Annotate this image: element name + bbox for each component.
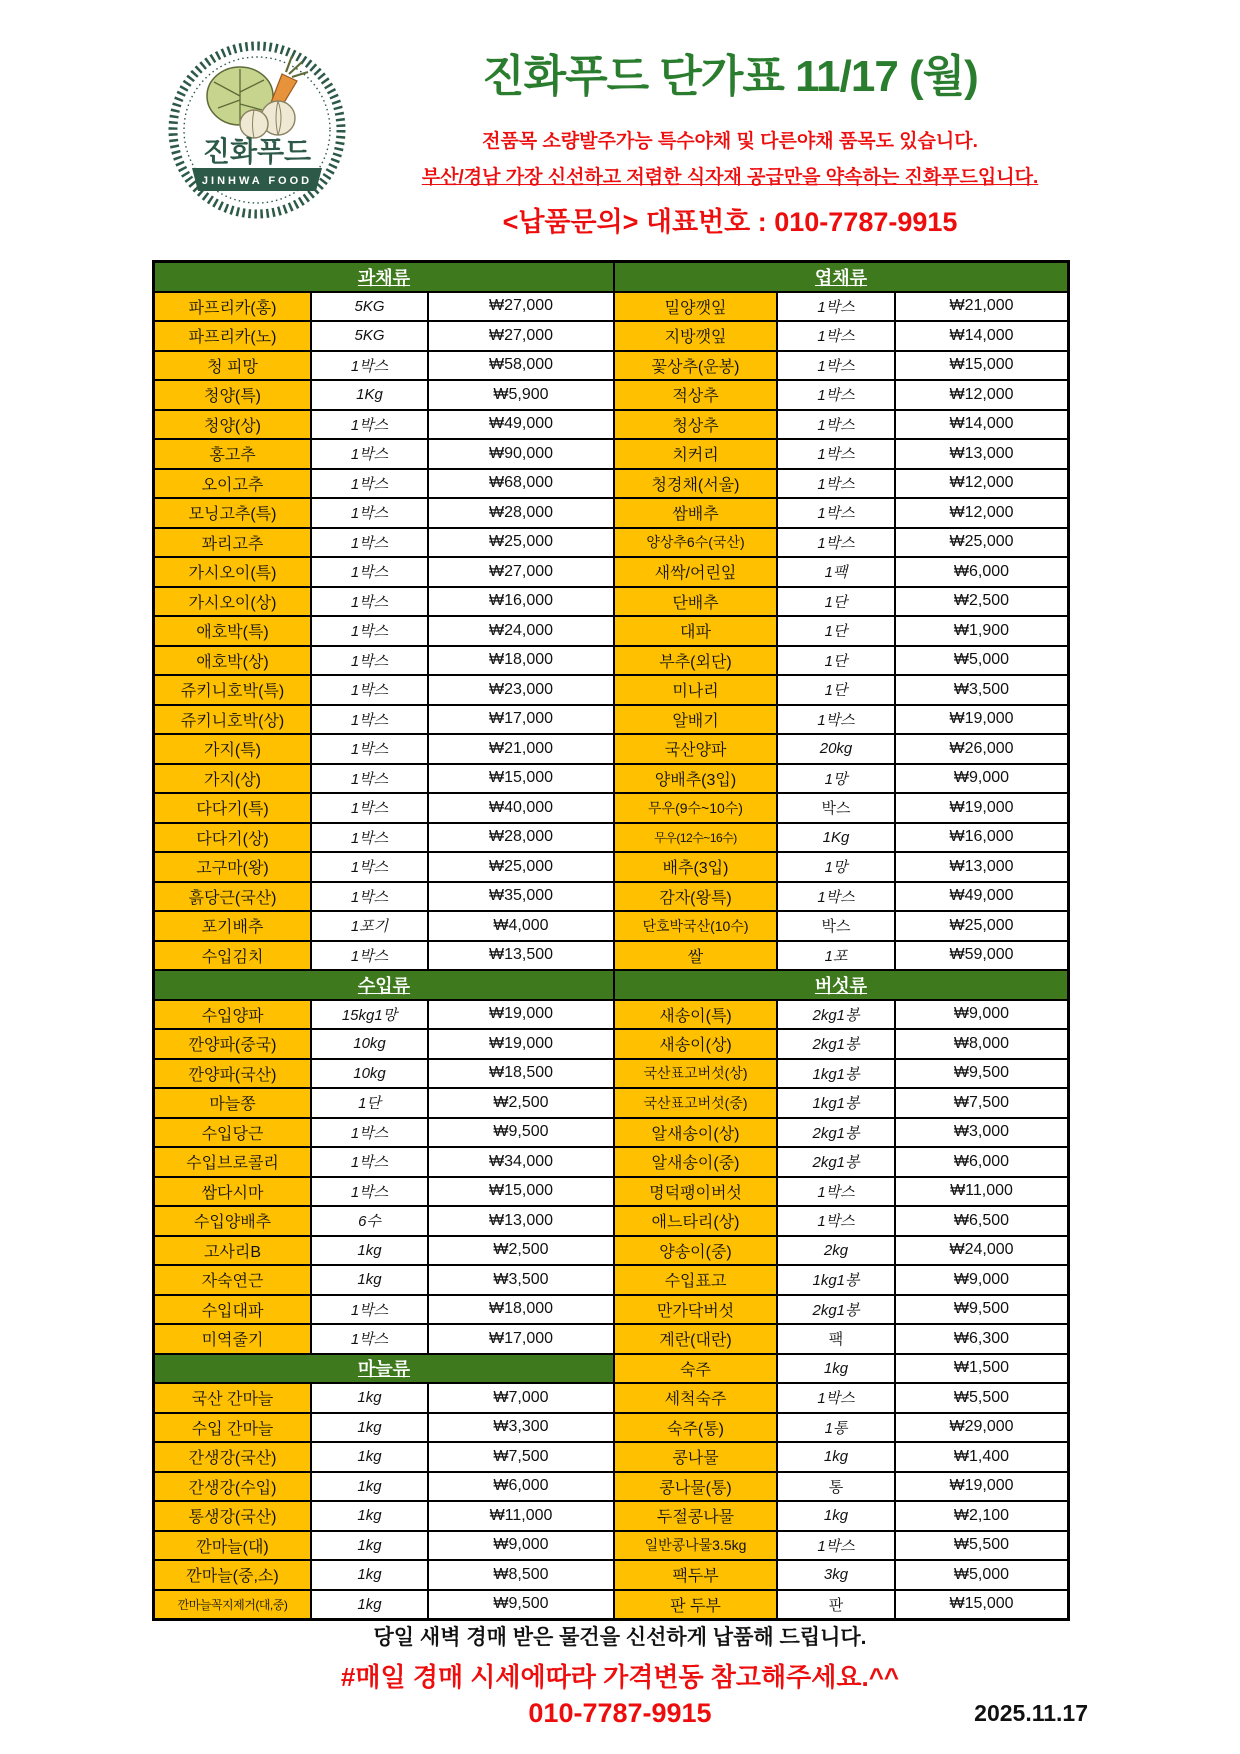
item-unit-cell: 1박스 (777, 410, 895, 440)
item-unit-cell: 1박스 (777, 292, 895, 322)
item-name-cell: 고구마(왕) (154, 852, 311, 882)
item-name-cell: 배추(3입) (614, 852, 777, 882)
contact-line: <납품문의> 대표번호 : 010-7787-9915 (502, 207, 958, 237)
item-unit-cell: 1박스 (777, 1383, 895, 1413)
item-unit-cell: 1박스 (311, 616, 428, 646)
item-name-cell: 가지(특) (154, 734, 311, 764)
item-price-cell: ₩9,500 (895, 1295, 1068, 1325)
item-price-cell: ₩9,500 (428, 1118, 614, 1148)
category-header: 수입류 (154, 970, 614, 1000)
item-price-cell: ₩18,000 (428, 1295, 614, 1325)
item-name-cell: 수입 간마늘 (154, 1413, 311, 1443)
header (372, 40, 1088, 239)
item-price-cell: ₩24,000 (895, 1236, 1068, 1266)
item-name-cell: 국산표고버섯(중) (614, 1088, 777, 1118)
item-price-cell: ₩5,500 (895, 1383, 1068, 1413)
item-price-cell: ₩6,000 (895, 1147, 1068, 1177)
company-logo (166, 34, 348, 226)
category-header: 마늘류 (154, 1354, 614, 1384)
item-name-cell: 쥬키니호박(특) (154, 675, 311, 705)
item-price-cell: ₩17,000 (428, 705, 614, 735)
item-name-cell: 애호박(상) (154, 646, 311, 676)
item-name-cell: 새송이(상) (614, 1029, 777, 1059)
item-unit-cell: 1박스 (311, 1324, 428, 1354)
item-name-cell: 꽈리고추 (154, 528, 311, 558)
item-name-cell: 깐마늘(중,소) (154, 1560, 311, 1590)
item-name-cell: 깐양파(국산) (154, 1059, 311, 1089)
item-unit-cell: 1박스 (777, 469, 895, 499)
category-header: 과채류 (154, 262, 614, 292)
item-name-cell: 가시오이(특) (154, 557, 311, 587)
item-price-cell: ₩14,000 (895, 410, 1068, 440)
item-price-cell: ₩25,000 (428, 528, 614, 558)
item-name-cell: 깐양파(중국) (154, 1029, 311, 1059)
item-price-cell: ₩3,000 (895, 1118, 1068, 1148)
item-price-cell: ₩19,000 (895, 705, 1068, 735)
item-price-cell: ₩59,000 (895, 941, 1068, 971)
item-name-cell: 간생강(국산) (154, 1442, 311, 1472)
item-unit-cell: 1kg (311, 1383, 428, 1413)
item-unit-cell: 1박스 (311, 587, 428, 617)
item-name-cell: 양배추(3입) (614, 764, 777, 794)
item-name-cell: 자숙연근 (154, 1265, 311, 1295)
item-name-cell: 국산양파 (614, 734, 777, 764)
item-unit-cell: 1박스 (311, 498, 428, 528)
item-price-cell: ₩27,000 (428, 321, 614, 351)
item-price-cell: ₩68,000 (428, 469, 614, 499)
item-price-cell: ₩21,000 (428, 734, 614, 764)
item-unit-cell: 1단 (311, 1088, 428, 1118)
item-name-cell: 미나리 (614, 675, 777, 705)
item-unit-cell: 1kg (311, 1442, 428, 1472)
item-price-cell: ₩1,500 (895, 1354, 1068, 1384)
item-unit-cell: 1kg1봉 (777, 1088, 895, 1118)
item-name-cell: 깐마늘꼭지제거(대,중) (154, 1590, 311, 1620)
item-name-cell: 두절콩나물 (614, 1501, 777, 1531)
logo-korean-name: 진화푸드 (202, 136, 312, 167)
item-name-cell: 양송이(중) (614, 1236, 777, 1266)
item-name-cell: 알새송이(중) (614, 1147, 777, 1177)
item-name-cell: 다다기(특) (154, 793, 311, 823)
item-name-cell: 양상추6수(국산) (614, 528, 777, 558)
item-name-cell: 수입표고 (614, 1265, 777, 1295)
item-name-cell: 알배기 (614, 705, 777, 735)
item-unit-cell: 1Kg (311, 380, 428, 410)
subtitle-line2: 부산/경남 가장 신선하고 저렴한 식자재 공급만을 약속하는 진화푸드입니다. (421, 167, 1039, 188)
item-unit-cell: 1박스 (777, 380, 895, 410)
item-unit-cell: 1박스 (777, 321, 895, 351)
item-price-cell: ₩26,000 (895, 734, 1068, 764)
item-name-cell: 쥬키니호박(상) (154, 705, 311, 735)
item-price-cell: ₩17,000 (428, 1324, 614, 1354)
item-name-cell: 새송이(특) (614, 1000, 777, 1030)
item-price-cell: ₩12,000 (895, 380, 1068, 410)
category-header: 엽채류 (614, 262, 1068, 292)
item-price-cell: ₩8,500 (428, 1560, 614, 1590)
item-name-cell: 깐마늘(대) (154, 1531, 311, 1561)
item-price-cell: ₩6,000 (895, 557, 1068, 587)
item-unit-cell: 1kg (311, 1236, 428, 1266)
item-name-cell: 국산표고버섯(상) (614, 1059, 777, 1089)
item-price-cell: ₩5,900 (428, 380, 614, 410)
item-price-cell: ₩24,000 (428, 616, 614, 646)
item-price-cell: ₩18,000 (428, 646, 614, 676)
item-price-cell: ₩7,500 (895, 1088, 1068, 1118)
item-unit-cell: 1박스 (311, 469, 428, 499)
item-price-cell: ₩35,000 (428, 882, 614, 912)
item-unit-cell: 1단 (777, 646, 895, 676)
item-name-cell: 수입김치 (154, 941, 311, 971)
item-unit-cell: 5KG (311, 292, 428, 322)
item-name-cell: 파프리카(홍) (154, 292, 311, 322)
item-name-cell: 치커리 (614, 439, 777, 469)
item-name-cell: 새싹/어린잎 (614, 557, 777, 587)
item-price-cell: ₩25,000 (895, 528, 1068, 558)
item-unit-cell: 2kg1봉 (777, 1118, 895, 1148)
item-name-cell: 숙주(통) (614, 1413, 777, 1443)
item-name-cell: 청양(특) (154, 380, 311, 410)
item-unit-cell: 1박스 (311, 351, 428, 381)
item-price-cell: ₩90,000 (428, 439, 614, 469)
item-unit-cell: 1포 (777, 941, 895, 971)
item-name-cell: 마늘쫑 (154, 1088, 311, 1118)
item-unit-cell: 1박스 (311, 793, 428, 823)
item-name-cell: 계란(대란) (614, 1324, 777, 1354)
item-unit-cell: 박스 (777, 793, 895, 823)
item-price-cell: ₩21,000 (895, 292, 1068, 322)
item-price-cell: ₩16,000 (428, 587, 614, 617)
item-price-cell: ₩19,000 (895, 1472, 1068, 1502)
item-name-cell: 청 피망 (154, 351, 311, 381)
item-unit-cell: 1단 (777, 587, 895, 617)
item-unit-cell: 1박스 (311, 1295, 428, 1325)
item-unit-cell: 1kg (311, 1472, 428, 1502)
item-price-cell: ₩19,000 (428, 1029, 614, 1059)
item-name-cell: 고사리B (154, 1236, 311, 1266)
item-unit-cell: 1Kg (777, 823, 895, 853)
item-unit-cell: 1박스 (311, 410, 428, 440)
item-unit-cell: 1박스 (311, 764, 428, 794)
item-unit-cell: 1kg (311, 1265, 428, 1295)
item-unit-cell: 1박스 (777, 528, 895, 558)
item-price-cell: ₩13,000 (428, 1206, 614, 1236)
item-name-cell: 수입당근 (154, 1118, 311, 1148)
item-name-cell: 청경채(서울) (614, 469, 777, 499)
item-unit-cell: 1박스 (311, 852, 428, 882)
item-unit-cell: 1박스 (311, 705, 428, 735)
item-price-cell: ₩1,900 (895, 616, 1068, 646)
item-name-cell: 콩나물(통) (614, 1472, 777, 1502)
item-price-cell: ₩13,000 (895, 439, 1068, 469)
item-name-cell: 숙주 (614, 1354, 777, 1384)
item-price-cell: ₩9,000 (895, 764, 1068, 794)
item-name-cell: 만가닥버섯 (614, 1295, 777, 1325)
item-price-cell: ₩27,000 (428, 292, 614, 322)
item-unit-cell: 1kg (777, 1442, 895, 1472)
item-price-cell: ₩6,000 (428, 1472, 614, 1502)
item-unit-cell: 1박스 (311, 734, 428, 764)
item-name-cell: 쌈다시마 (154, 1177, 311, 1207)
item-name-cell: 쌈배추 (614, 498, 777, 528)
item-price-cell: ₩6,300 (895, 1324, 1068, 1354)
item-unit-cell: 1박스 (777, 705, 895, 735)
item-unit-cell: 1kg (311, 1531, 428, 1561)
item-name-cell: 판 두부 (614, 1590, 777, 1620)
item-price-cell: ₩11,000 (895, 1177, 1068, 1207)
item-unit-cell: 1박스 (311, 941, 428, 971)
item-price-cell: ₩2,500 (895, 587, 1068, 617)
item-price-cell: ₩9,500 (895, 1059, 1068, 1089)
item-unit-cell: 1박스 (311, 675, 428, 705)
item-unit-cell: 1kg (311, 1501, 428, 1531)
item-unit-cell: 6수 (311, 1206, 428, 1236)
item-price-cell: ₩5,000 (895, 646, 1068, 676)
item-name-cell: 밀양깻잎 (614, 292, 777, 322)
item-name-cell: 감자(왕특) (614, 882, 777, 912)
item-price-cell: ₩2,500 (428, 1088, 614, 1118)
item-unit-cell: 10kg (311, 1029, 428, 1059)
item-price-cell: ₩49,000 (895, 882, 1068, 912)
price-table (152, 260, 1070, 1621)
item-price-cell: ₩58,000 (428, 351, 614, 381)
item-price-cell: ₩28,000 (428, 823, 614, 853)
item-price-cell: ₩15,000 (428, 1177, 614, 1207)
item-unit-cell: 1박스 (311, 1147, 428, 1177)
item-name-cell: 통생강(국산) (154, 1501, 311, 1531)
item-name-cell: 단배추 (614, 587, 777, 617)
item-price-cell: ₩13,500 (428, 941, 614, 971)
item-unit-cell: 1kg (311, 1413, 428, 1443)
item-unit-cell: 1박스 (311, 528, 428, 558)
item-price-cell: ₩19,000 (428, 1000, 614, 1030)
footer-phone: 010-7787-9915 (528, 1698, 712, 1728)
item-unit-cell: 1박스 (777, 1206, 895, 1236)
item-price-cell: ₩12,000 (895, 469, 1068, 499)
item-unit-cell: 10kg (311, 1059, 428, 1089)
page-title: 진화푸드 단가표 11/17 (월) (482, 52, 978, 101)
item-price-cell: ₩3,500 (895, 675, 1068, 705)
item-unit-cell: 1박스 (777, 1177, 895, 1207)
item-unit-cell: 20kg (777, 734, 895, 764)
item-unit-cell: 1박스 (777, 439, 895, 469)
item-name-cell: 애호박(특) (154, 616, 311, 646)
item-name-cell: 흙당근(국산) (154, 882, 311, 912)
item-name-cell: 무우(12수~16수) (614, 823, 777, 853)
item-price-cell: ₩29,000 (895, 1413, 1068, 1443)
item-unit-cell: 1박스 (311, 557, 428, 587)
item-unit-cell: 15kg1망 (311, 1000, 428, 1030)
item-name-cell: 수입브로콜리 (154, 1147, 311, 1177)
item-name-cell: 콩나물 (614, 1442, 777, 1472)
item-price-cell: ₩2,100 (895, 1501, 1068, 1531)
item-price-cell: ₩15,000 (895, 1590, 1068, 1620)
item-price-cell: ₩7,500 (428, 1442, 614, 1472)
item-price-cell: ₩9,000 (895, 1000, 1068, 1030)
item-unit-cell: 1kg (777, 1501, 895, 1531)
item-unit-cell: 2kg (777, 1236, 895, 1266)
item-name-cell: 애느타리(상) (614, 1206, 777, 1236)
logo-english-name: JINHWA FOOD (201, 175, 313, 187)
item-price-cell: ₩9,000 (895, 1265, 1068, 1295)
item-name-cell: 수입양파 (154, 1000, 311, 1030)
item-unit-cell: 2kg1봉 (777, 1147, 895, 1177)
item-name-cell: 부추(외단) (614, 646, 777, 676)
item-unit-cell: 3kg (777, 1560, 895, 1590)
item-price-cell: ₩11,000 (428, 1501, 614, 1531)
item-name-cell: 적상추 (614, 380, 777, 410)
item-price-cell: ₩3,500 (428, 1265, 614, 1295)
item-name-cell: 꽃상추(운봉) (614, 351, 777, 381)
item-price-cell: ₩9,500 (428, 1590, 614, 1620)
item-name-cell: 쌀 (614, 941, 777, 971)
item-unit-cell: 1박스 (311, 439, 428, 469)
item-unit-cell: 1통 (777, 1413, 895, 1443)
item-unit-cell: 1망 (777, 852, 895, 882)
item-name-cell: 포기배추 (154, 911, 311, 941)
item-unit-cell: 1박스 (777, 1531, 895, 1561)
item-price-cell: ₩25,000 (428, 852, 614, 882)
item-unit-cell: 1kg1봉 (777, 1059, 895, 1089)
item-name-cell: 명덕팽이버섯 (614, 1177, 777, 1207)
item-name-cell: 수입양배추 (154, 1206, 311, 1236)
item-name-cell: 무우(9수~10수) (614, 793, 777, 823)
item-price-cell: ₩23,000 (428, 675, 614, 705)
item-price-cell: ₩18,500 (428, 1059, 614, 1089)
item-name-cell: 파프리카(노) (154, 321, 311, 351)
item-name-cell: 팩두부 (614, 1560, 777, 1590)
item-unit-cell: 1포기 (311, 911, 428, 941)
item-unit-cell: 1kg1봉 (777, 1265, 895, 1295)
item-unit-cell: 박스 (777, 911, 895, 941)
item-unit-cell: 1단 (777, 616, 895, 646)
item-unit-cell: 1박스 (311, 646, 428, 676)
item-unit-cell: 2kg1봉 (777, 1029, 895, 1059)
item-name-cell: 간생강(수입) (154, 1472, 311, 1502)
item-name-cell: 모닝고추(특) (154, 498, 311, 528)
item-price-cell: ₩40,000 (428, 793, 614, 823)
subtitle-line1: 전품목 소량발주가능 특수야채 및 다른야채 품목도 있습니다. (482, 131, 978, 152)
item-name-cell: 단호박국산(10수) (614, 911, 777, 941)
item-price-cell: ₩14,000 (895, 321, 1068, 351)
item-unit-cell: 5KG (311, 321, 428, 351)
item-name-cell: 지방깻잎 (614, 321, 777, 351)
item-price-cell: ₩5,000 (895, 1560, 1068, 1590)
item-price-cell: ₩4,000 (428, 911, 614, 941)
item-name-cell: 가시오이(상) (154, 587, 311, 617)
item-unit-cell: 2kg1봉 (777, 1000, 895, 1030)
item-unit-cell: 1박스 (777, 351, 895, 381)
item-unit-cell: 1kg (777, 1354, 895, 1384)
item-name-cell: 오이고추 (154, 469, 311, 499)
item-unit-cell: 1박스 (777, 498, 895, 528)
item-name-cell: 세척숙주 (614, 1383, 777, 1413)
item-name-cell: 가지(상) (154, 764, 311, 794)
item-name-cell: 수입대파 (154, 1295, 311, 1325)
item-unit-cell: 통 (777, 1472, 895, 1502)
item-price-cell: ₩2,500 (428, 1236, 614, 1266)
item-price-cell: ₩5,500 (895, 1531, 1068, 1561)
item-price-cell: ₩7,000 (428, 1383, 614, 1413)
footer-date: 2025.11.17 (974, 1700, 1088, 1726)
item-unit-cell: 1단 (777, 675, 895, 705)
item-price-cell: ₩27,000 (428, 557, 614, 587)
item-name-cell: 미역줄기 (154, 1324, 311, 1354)
item-unit-cell: 1팩 (777, 557, 895, 587)
item-name-cell: 청상추 (614, 410, 777, 440)
item-unit-cell: 1박스 (311, 823, 428, 853)
footer-price-notice: #매일 경매 시세에따라 가격변동 참고해주세요.^^ (340, 1662, 900, 1692)
item-price-cell: ₩12,000 (895, 498, 1068, 528)
item-price-cell: ₩16,000 (895, 823, 1068, 853)
item-price-cell: ₩1,400 (895, 1442, 1068, 1472)
item-unit-cell: 팩 (777, 1324, 895, 1354)
item-price-cell: ₩34,000 (428, 1147, 614, 1177)
item-unit-cell: 1박스 (777, 882, 895, 912)
item-name-cell: 다다기(상) (154, 823, 311, 853)
item-price-cell: ₩19,000 (895, 793, 1068, 823)
logo-graphic (166, 34, 348, 226)
item-unit-cell: 1박스 (311, 1118, 428, 1148)
item-name-cell: 일반콩나물3.5kg (614, 1531, 777, 1561)
item-name-cell: 알새송이(상) (614, 1118, 777, 1148)
item-name-cell: 홍고추 (154, 439, 311, 469)
item-price-cell: ₩13,000 (895, 852, 1068, 882)
item-price-cell: ₩9,000 (428, 1531, 614, 1561)
item-unit-cell: 1kg (311, 1560, 428, 1590)
item-price-cell: ₩15,000 (428, 764, 614, 794)
item-unit-cell: 1kg (311, 1590, 428, 1620)
item-unit-cell: 1망 (777, 764, 895, 794)
item-name-cell: 대파 (614, 616, 777, 646)
item-name-cell: 국산 간마늘 (154, 1383, 311, 1413)
item-unit-cell: 1박스 (311, 1177, 428, 1207)
item-price-cell: ₩28,000 (428, 498, 614, 528)
category-header: 버섯류 (614, 970, 1068, 1000)
item-price-cell: ₩25,000 (895, 911, 1068, 941)
item-price-cell: ₩49,000 (428, 410, 614, 440)
item-price-cell: ₩3,300 (428, 1413, 614, 1443)
footer-note: 당일 새벽 경매 받은 물건을 신선하게 납품해 드립니다. (373, 1626, 867, 1649)
item-unit-cell: 2kg1봉 (777, 1295, 895, 1325)
item-price-cell: ₩6,500 (895, 1206, 1068, 1236)
item-unit-cell: 1박스 (311, 882, 428, 912)
item-name-cell: 청양(상) (154, 410, 311, 440)
item-price-cell: ₩8,000 (895, 1029, 1068, 1059)
item-unit-cell: 판 (777, 1590, 895, 1620)
item-price-cell: ₩15,000 (895, 351, 1068, 381)
